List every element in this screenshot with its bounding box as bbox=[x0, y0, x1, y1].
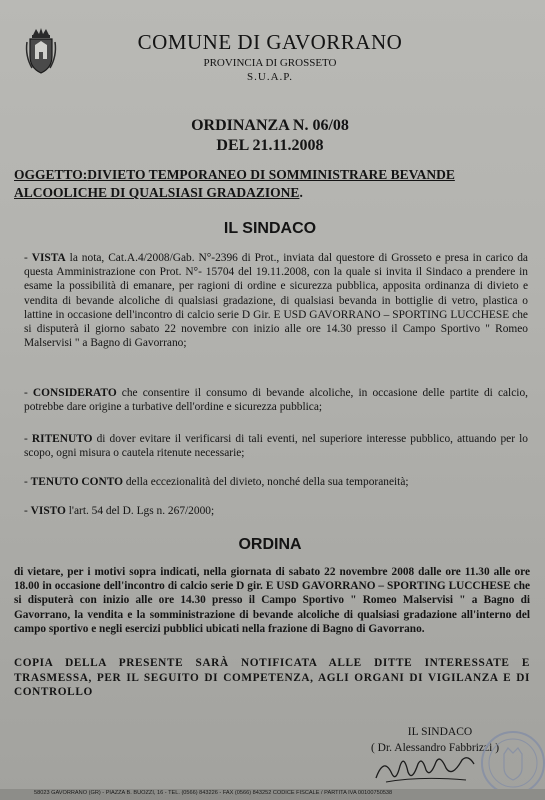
clause-text: di dover evitare il verificarsi di tali eventi, nel superiore interesse pubblico, attuando per lo scopo, ogni misura o cautela ritenute necessarie; bbox=[24, 433, 528, 460]
office-label: S.U.A.P. bbox=[247, 71, 293, 83]
notice-text: COPIA DELLA PRESENTE SARÀ NOTIFICATA ALLE DITTE INTERESSATE E TRASMESSA, PER IL SEGUITO DI COMPETENZA, AGLI ORGANI DI VIGILANZA E DI CONTROLLO bbox=[14, 657, 530, 699]
handwritten-signature bbox=[370, 748, 480, 788]
official-stamp bbox=[478, 728, 545, 798]
ordinance-date: DEL 21.11.2008 bbox=[216, 137, 324, 154]
clause-visto: - VISTO l'art. 54 del D. Lgs n. 267/2000; bbox=[24, 505, 215, 517]
clause-text: la nota, Cat.A.4/2008/Gab. N°-2396 di Prot., inviata dal questore di Grosseto e presa in carico da questa Amministrazione con Prot. N°- 15704 del 19.11.2008, con la quale si invita il Sindaco a prendere in esame la possibilità di emanare, per ragioni di ordine e sicurezza pubblica, apposita ordinanza di divieto e vendita di bevande alcoliche di qualsiasi gradazione, di qualsiasi bevanda in bottiglie di vetro, plastica o lattine in occasione dell'incontro di calcio serie D Gir. E USD GAVORRANO – SPORTING LUCCHESE che si disputerà il giorno sabato 22 novembre con inizio alle ore 14.30 presso il Campo Sportivo " Romeo Malservisi " a Bagno di Gavorrano; bbox=[24, 252, 528, 350]
clause-vista: - VISTA la nota, Cat.A.4/2008/Gab. N°-2396 di Prot., inviata dal questore di Grosseto e presa in carico da questa Amministrazione con Prot. N°- 15704 del 19.11.2008, con la quale si invita il Sindaco a prendere in esame la possibilità di emanare, per ragioni di ordine e sicurezza pubblica, apposita ordinanza di divieto e vendita di bevande alcoliche di qualsiasi gradazione, di qualsiasi bevanda in bottiglie di vetro, plastica o lattine in occasione dell'incontro di calcio serie D Gir. E USD GAVORRANO – SPORTING LUCCHESE che si disputerà il giorno sabato 22 novembre con inizio alle ore 14.30 presso il Campo Sportivo " Romeo Malservisi " a Bagno di Gavorrano; bbox=[24, 252, 528, 350]
clause-text: della eccezionalità del divieto, nonché della sua temporaneità; bbox=[122, 476, 409, 488]
province-label: PROVINCIA DI GROSSETO bbox=[203, 57, 337, 69]
clause-keyword: RITENUTO bbox=[31, 433, 93, 445]
clause-keyword: VISTO bbox=[30, 505, 66, 517]
clause-text: l'art. 54 del D. Lgs n. 267/2000; bbox=[65, 505, 215, 517]
clause-keyword: CONSIDERATO bbox=[32, 387, 117, 399]
municipality-title: COMUNE DI GAVORRANO bbox=[137, 30, 403, 54]
subject-line bbox=[14, 166, 536, 202]
signatory-name: ( Dr. Alessandro Fabbrizzi ) bbox=[370, 742, 500, 754]
subject-text-line1: DIVIETO TEMPORANEO DI SOMMINISTRARE BEVANDE bbox=[87, 167, 455, 182]
subject-text-line2: ALCOOLICHE DI QUALSIASI GRADAZIONE bbox=[14, 185, 300, 200]
municipal-crest-icon bbox=[24, 26, 58, 76]
subject-end: . bbox=[299, 185, 303, 200]
clause-keyword: VISTA bbox=[31, 252, 66, 264]
issuer-heading: IL SINDACO bbox=[223, 220, 317, 237]
clause-tenuto-conto: - TENUTO CONTO della eccezionalità del divieto, nonché della sua temporaneità; bbox=[24, 476, 409, 488]
clause-considerato: - CONSIDERATO che consentire il consumo di bevande alcoliche, in occasione delle partite di calcio, potrebbe dare origine a turbative dell'ordine e sicurezza pubblica; bbox=[24, 387, 528, 414]
clause-ritenuto: - RITENUTO di dover evitare il verificarsi di tali eventi, nel superiore interesse pubblico, attuando per lo scopo, ogni misura o cautela ritenute necessarie; bbox=[24, 433, 528, 460]
signature-title: IL SINDACO bbox=[407, 726, 473, 738]
footer-address: 58023 GAVORRANO (GR) - PIAZZA B. BUOZZI, 16 - TEL. (0566) 843226 - FAX (0566) 843252 CODICE FISCALE / PARTITA IVA 00100750538 bbox=[34, 790, 393, 796]
order-heading: ORDINA bbox=[238, 536, 302, 553]
clause-text: che consentire il consumo di bevande alcoliche, in occasione delle partite di calcio, potrebbe dare origine a turbative dell'ordine e sicurezza pubblica; bbox=[24, 387, 528, 414]
ordinance-number: ORDINANZA N. 06/08 bbox=[191, 117, 349, 134]
clause-keyword: TENUTO CONTO bbox=[30, 476, 123, 488]
subject-label: OGGETTO: bbox=[14, 167, 88, 182]
order-text: di vietare, per i motivi sopra indicati, nella giornata di sabato 22 novembre 2008 dalle ore 11.30 alle ore 18.00 in occasione dell'incontro di calcio serie D gir. E USD GAVORRANO – SPORTING LUCCHESE che si disputerà con inizio alle ore 14.30 presso il Campo Sportivo " Romeo Malservisi " a Bagno di Gavorrano, la vendita e la somministrazione di bevande alcoliche di qualsiasi gradazione all'interno del campo sportivo e negli esercizi pubblici ubicati nella frazione di Bagno di Gavorrano. bbox=[14, 566, 530, 635]
